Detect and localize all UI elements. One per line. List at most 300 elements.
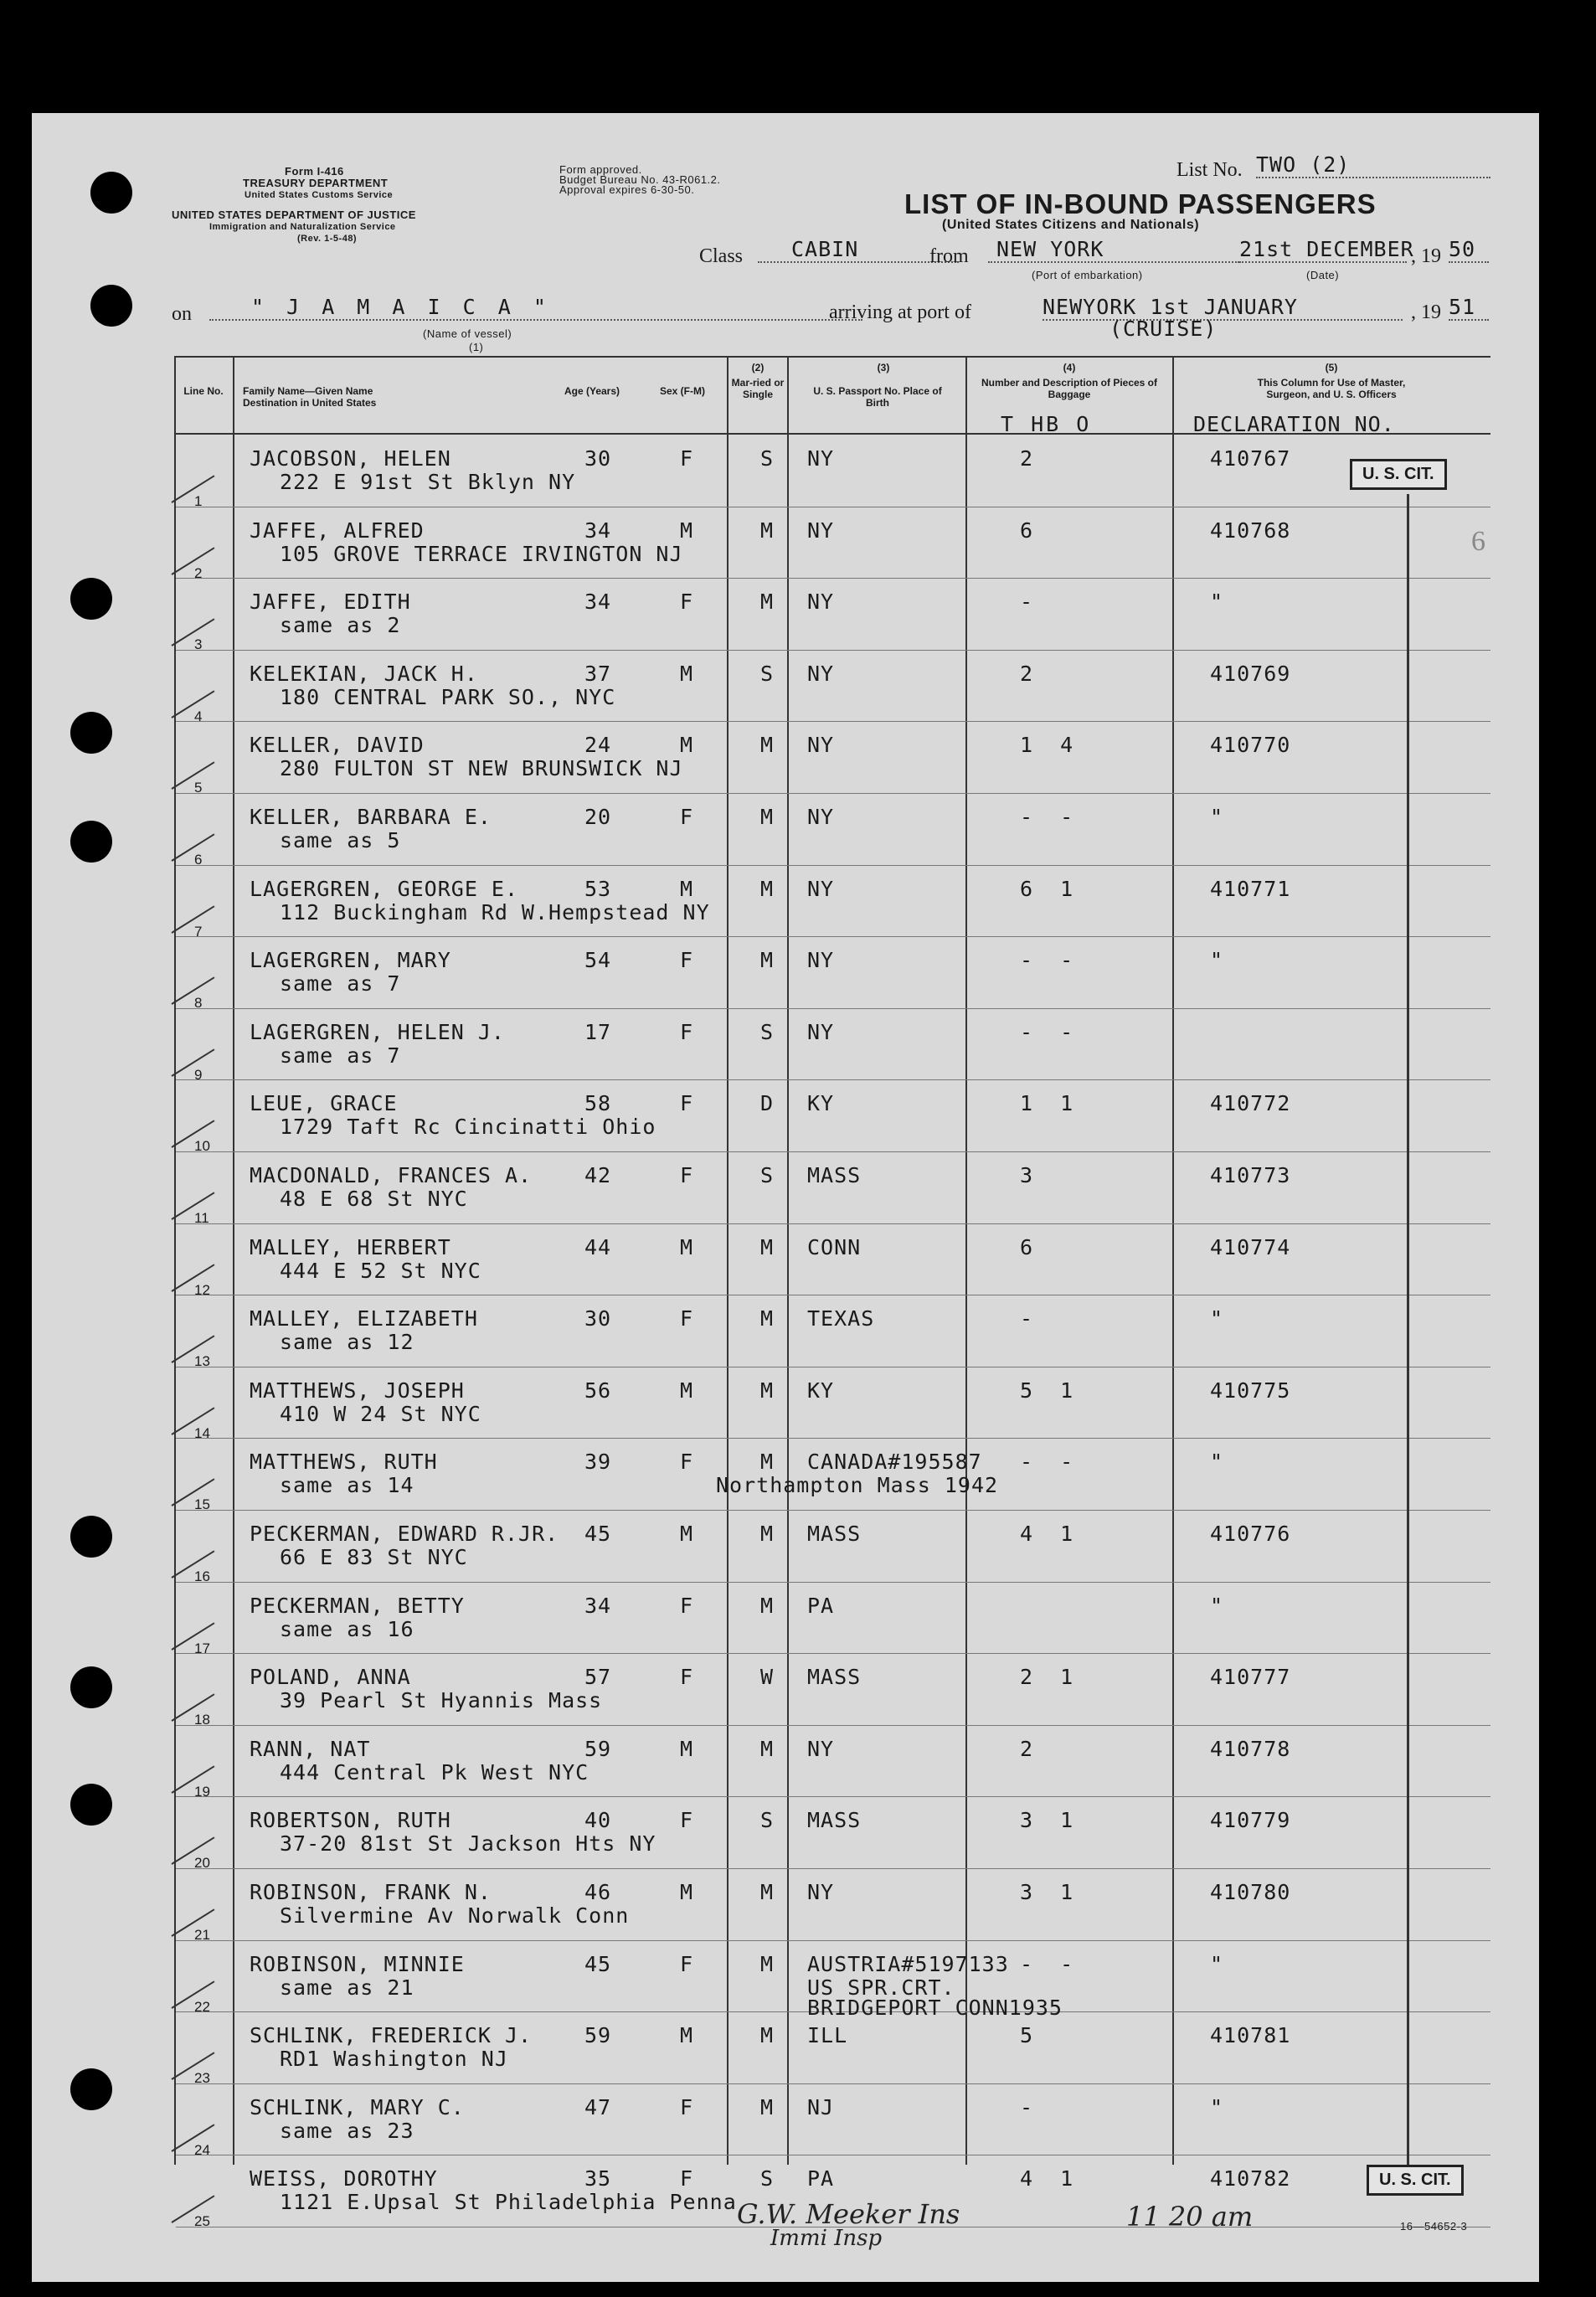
baggage-count: 6 1: [1020, 876, 1074, 901]
declaration-number: ": [1210, 2094, 1224, 2119]
declaration-number: 410777: [1210, 1665, 1291, 1690]
passenger-age: 30: [584, 446, 612, 471]
passenger-destination: 180 CENTRAL PARK SO., NYC: [280, 684, 616, 709]
row-divider: [176, 1868, 1490, 1869]
line-number: 3: [194, 636, 203, 653]
passenger-sex: M: [680, 733, 694, 758]
form-rev: (Rev. 1-5-48): [297, 234, 358, 244]
line-number: 5: [194, 780, 203, 796]
baggage-count: 5 1: [1020, 1378, 1074, 1403]
passenger-age: 34: [584, 590, 612, 615]
passenger-age: 56: [584, 1378, 612, 1403]
row-divider: [176, 1940, 1490, 1941]
declaration-number: 410781: [1210, 2023, 1291, 2048]
passenger-name: PECKERMAN, BETTY: [250, 1593, 465, 1618]
declaration-number: 410774: [1210, 1234, 1291, 1259]
col-num-2: (2): [751, 362, 765, 373]
row-divider: [176, 1223, 1490, 1224]
line-number: 2: [194, 564, 203, 581]
col-name: Family Name—Given Name: [243, 385, 373, 397]
baggage-count: - -: [1020, 948, 1074, 973]
col-divider: [787, 356, 789, 2165]
approval-2: Budget Bureau No. 43-R061.2.: [559, 173, 721, 186]
declaration-number: ": [1210, 948, 1224, 973]
passenger-sex: M: [680, 1234, 694, 1259]
passenger-destination: same as 2: [280, 613, 401, 638]
passenger-destination: 112 Buckingham Rd W.Hempstead NY: [280, 899, 710, 924]
passenger-destination: 37-20 81st St Jackson Hts NY: [280, 1831, 656, 1857]
baggage-count: -: [1020, 2094, 1034, 2119]
marital-status: M: [760, 1593, 775, 1618]
row-divider: [176, 1079, 1490, 1080]
col-divider: [1172, 356, 1174, 2165]
passenger-sex: F: [680, 1450, 694, 1475]
col-num-5: (5): [1325, 362, 1338, 373]
passenger-name: PECKERMAN, EDWARD R.JR.: [250, 1522, 559, 1546]
baggage-count: 3 1: [1020, 1880, 1074, 1904]
vessel-name: " J A M A I C A ": [209, 295, 862, 321]
marital-status: M: [760, 1736, 775, 1761]
col-declaration: DECLARATION NO.: [1193, 412, 1395, 436]
passenger-name: SCHLINK, FREDERICK J.: [250, 2023, 533, 2048]
passenger-name: MATTHEWS, JOSEPH: [250, 1378, 465, 1403]
marital-status: S: [760, 1808, 775, 1833]
baggage-count: 2 1: [1020, 1665, 1074, 1690]
declaration-number: 410769: [1210, 661, 1291, 686]
passenger-name: MACDONALD, FRANCES A.: [250, 1163, 533, 1187]
passenger-age: 57: [584, 1665, 612, 1690]
marital-status: S: [760, 446, 775, 471]
marital-status: M: [760, 518, 775, 543]
line-number: 6: [194, 852, 203, 868]
line-number: 4: [194, 708, 203, 724]
dept-treasury: TREASURY DEPARTMENT: [243, 177, 389, 189]
line-number: 15: [194, 1496, 210, 1513]
passenger-name: RANN, NAT: [250, 1736, 371, 1761]
baggage-count: -: [1020, 1306, 1034, 1331]
baggage-count: -: [1020, 590, 1034, 615]
line-number: 9: [194, 1066, 203, 1083]
baggage-count: 4 1: [1020, 2166, 1074, 2191]
marital-status: M: [760, 948, 775, 973]
line-number: 10: [194, 1138, 210, 1155]
line-number: 23: [194, 2070, 210, 2087]
baggage-count: 1 4: [1020, 733, 1074, 758]
baggage-count: 4 1: [1020, 1522, 1074, 1546]
col-passport: U. S. Passport No. Place of Birth: [813, 385, 942, 409]
row-divider: [176, 1653, 1490, 1654]
passenger-name: LEUE, GRACE: [250, 1091, 398, 1116]
place-of-birth: NY: [807, 805, 835, 829]
place-of-birth: NY: [807, 1736, 835, 1761]
col-divider: [233, 356, 234, 2165]
passenger-age: 24: [584, 733, 612, 758]
vessel-col-num: (1): [469, 341, 484, 353]
passenger-sex: F: [680, 1951, 694, 1976]
passenger-destination: Silvermine Av Norwalk Conn: [280, 1903, 630, 1928]
row-divider: [176, 865, 1490, 866]
declaration-number: 410767: [1210, 446, 1291, 471]
passenger-name: KELEKIAN, JACK H.: [250, 661, 478, 686]
passenger-name: ROBINSON, MINNIE: [250, 1951, 465, 1976]
passenger-sex: F: [680, 446, 694, 471]
footer-code: 16—54652-3: [1400, 2220, 1468, 2233]
passenger-name: JAFFE, ALFRED: [250, 518, 425, 543]
line-number: 20: [194, 1855, 210, 1872]
passenger-destination: 1121 E.Upsal St Philadelphia Penna: [280, 2190, 737, 2215]
form-id: Form I-416: [285, 165, 344, 178]
passenger-destination: 444 E 52 St NYC: [280, 1258, 481, 1283]
page-subtitle: (United States Citizens and Nationals): [942, 218, 1200, 232]
passenger-name: SCHLINK, MARY C.: [250, 2094, 465, 2119]
passenger-name: POLAND, ANNA: [250, 1665, 411, 1690]
page-title: LIST OF IN-BOUND PASSENGERS: [904, 188, 1377, 219]
passenger-sex: M: [680, 1880, 694, 1904]
passenger-name: LAGERGREN, GEORGE E.: [250, 876, 519, 901]
passenger-age: 39: [584, 1450, 612, 1475]
line-number: 17: [194, 1640, 210, 1656]
place-of-birth: NY: [807, 518, 835, 543]
passenger-age: 44: [584, 1234, 612, 1259]
passenger-age: 45: [584, 1951, 612, 1976]
passenger-sex: F: [680, 1665, 694, 1690]
col-num-3: (3): [877, 362, 890, 373]
marital-status: S: [760, 2166, 775, 2191]
line-number: 24: [194, 2141, 210, 2158]
punch-hole: [70, 578, 112, 620]
place-of-birth: NY: [807, 446, 835, 471]
row-divider: [176, 2083, 1490, 2084]
passenger-destination: 410 W 24 St NYC: [280, 1401, 481, 1426]
passenger-name: JAFFE, EDITH: [250, 590, 411, 615]
row-divider: [176, 1438, 1490, 1439]
place-of-birth: NY: [807, 590, 835, 615]
us-cit-stamp: U. S. CIT.: [1350, 459, 1447, 490]
place-of-birth: MASS: [807, 1665, 862, 1690]
col-divider: [727, 356, 728, 2165]
punch-hole: [70, 821, 112, 863]
class-value: CABIN: [758, 237, 959, 263]
row-divider: [176, 1151, 1490, 1152]
passenger-sex: M: [680, 661, 694, 686]
declaration-number: ": [1210, 1593, 1224, 1618]
place-of-birth-line2: US SPR.CRT.: [807, 1975, 955, 2000]
line-number: 14: [194, 1424, 210, 1441]
marital-status: M: [760, 1880, 775, 1904]
baggage-count: 2: [1020, 661, 1034, 686]
passenger-destination: same as 7: [280, 971, 401, 997]
place-of-birth: CONN: [807, 1234, 862, 1259]
passenger-age: 47: [584, 2094, 612, 2119]
marital-status: M: [760, 2094, 775, 2119]
from-port: NEW YORK: [988, 237, 1239, 263]
marital-status: M: [760, 2023, 775, 2048]
place-of-birth: MASS: [807, 1808, 862, 1833]
declaration-number: 410780: [1210, 1880, 1291, 1904]
place-of-birth-line3: BRIDGEPORT CONN1935: [807, 1995, 1063, 2020]
place-of-birth: KY: [807, 1378, 835, 1403]
dept-justice: UNITED STATES DEPARTMENT OF JUSTICE: [172, 209, 416, 221]
passenger-destination: same as 23: [280, 2118, 414, 2143]
passenger-age: 30: [584, 1306, 612, 1331]
passenger-name: WEISS, DOROTHY: [250, 2166, 438, 2191]
marital-status: W: [760, 1665, 775, 1690]
passenger-age: 37: [584, 661, 612, 686]
marginal-number: 6: [1471, 526, 1485, 557]
passenger-destination: same as 14: [280, 1473, 414, 1498]
punch-hole: [70, 2068, 112, 2110]
on-label: on: [172, 303, 192, 325]
declaration-number: 410771: [1210, 876, 1291, 901]
place-of-birth: MASS: [807, 1163, 862, 1187]
passenger-destination: 105 GROVE TERRACE IRVINGTON NJ: [280, 541, 683, 566]
passenger-sex: F: [680, 1306, 694, 1331]
passenger-sex: M: [680, 1378, 694, 1403]
passenger-destination: 280 FULTON ST NEW BRUNSWICK NJ: [280, 756, 683, 781]
passenger-destination: 39 Pearl St Hyannis Mass: [280, 1688, 603, 1713]
passenger-sex: F: [680, 2094, 694, 2119]
place-of-birth: NY: [807, 733, 835, 758]
marital-status: M: [760, 1450, 775, 1475]
row-divider: [176, 1008, 1490, 1009]
marital-status: D: [760, 1091, 775, 1116]
arriving-note: (CRUISE): [1109, 317, 1218, 341]
passenger-sex: F: [680, 1808, 694, 1833]
line-number: 18: [194, 1712, 210, 1728]
declaration-number: 410778: [1210, 1736, 1291, 1761]
passenger-destination: 66 E 83 St NYC: [280, 1545, 468, 1569]
col-baggage: Number and Description of Pieces of Baggage: [981, 377, 1158, 400]
passenger-destination: same as 12: [280, 1330, 414, 1355]
passenger-age: 34: [584, 518, 612, 543]
punch-hole: [90, 285, 132, 327]
arriving-value: NEWYORK 1st JANUARY: [1043, 295, 1403, 321]
passenger-destination: same as 5: [280, 828, 401, 852]
passenger-destination: same as 16: [280, 1616, 414, 1641]
passenger-name: LAGERGREN, MARY: [250, 948, 451, 973]
col-divider: [174, 356, 176, 2165]
row-divider: [176, 1582, 1490, 1583]
punch-hole: [70, 712, 112, 754]
col-officers: This Column for Use of Master, Surgeon, and U. S. Officers: [1257, 377, 1406, 400]
arriving-year-prefix: , 19: [1411, 301, 1441, 323]
line-number: 22: [194, 1998, 210, 2015]
passenger-age: 17: [584, 1019, 612, 1044]
passenger-sex: F: [680, 805, 694, 829]
marital-status: M: [760, 590, 775, 615]
passenger-age: 53: [584, 876, 612, 901]
passenger-sex: M: [680, 1736, 694, 1761]
passenger-age: 35: [584, 2166, 612, 2191]
approval-3: Approval expires 6-30-50.: [559, 183, 695, 196]
declaration-number: 410779: [1210, 1808, 1291, 1833]
row-divider: [176, 1725, 1490, 1726]
passenger-sex: F: [680, 1019, 694, 1044]
declaration-number: 410772: [1210, 1091, 1291, 1116]
baggage-count: - -: [1020, 1450, 1074, 1475]
declaration-number: 410775: [1210, 1378, 1291, 1403]
baggage-count: 5: [1020, 2023, 1034, 2048]
vessel-caption: (Name of vessel): [423, 327, 512, 340]
baggage-count: 1 1: [1020, 1091, 1074, 1116]
col-married: Mar-ried or Single: [731, 377, 785, 400]
passenger-destination: RD1 Washington NJ: [280, 2047, 508, 2072]
place-of-birth: NY: [807, 876, 835, 901]
line-number: 25: [194, 2213, 210, 2230]
declaration-number: ": [1210, 805, 1224, 829]
marital-status: M: [760, 1234, 775, 1259]
passenger-name: JACOBSON, HELEN: [250, 446, 451, 471]
declaration-number: 410773: [1210, 1163, 1291, 1187]
declaration-number: 410782: [1210, 2166, 1291, 2191]
passenger-name: MALLEY, ELIZABETH: [250, 1306, 478, 1331]
from-year-prefix: , 19: [1411, 245, 1441, 267]
declaration-number: 410776: [1210, 1522, 1291, 1546]
baggage-count: 6: [1020, 1234, 1034, 1259]
punch-hole: [70, 1784, 112, 1826]
passenger-sex: M: [680, 518, 694, 543]
passenger-age: 20: [584, 805, 612, 829]
row-divider: [176, 721, 1490, 722]
baggage-count: - -: [1020, 1951, 1074, 1976]
passenger-sex: F: [680, 590, 694, 615]
passenger-age: 34: [584, 1593, 612, 1618]
baggage-count: 3 1: [1020, 1808, 1074, 1833]
signature-time: 11 20 am: [1126, 2201, 1254, 2233]
col-line-no: Line No.: [183, 385, 224, 397]
passenger-age: 42: [584, 1163, 612, 1187]
passenger-sex: M: [680, 1522, 694, 1546]
marital-status: S: [760, 1019, 775, 1044]
passenger-destination: 48 E 68 St NYC: [280, 1187, 468, 1211]
place-of-birth: KY: [807, 1091, 835, 1116]
place-of-birth: TEXAS: [807, 1306, 875, 1331]
place-of-birth: NY: [807, 1019, 835, 1044]
place-of-birth: CANADA#195587: [807, 1450, 982, 1475]
inspector-signature: G.W. Meeker Ins: [737, 2198, 960, 2230]
marital-status: M: [760, 1306, 775, 1331]
row-divider: [176, 650, 1490, 651]
marital-status: M: [760, 1951, 775, 1976]
marital-status: M: [760, 1378, 775, 1403]
list-no-value: TWO (2): [1256, 152, 1490, 178]
passenger-age: 59: [584, 1736, 612, 1761]
passenger-age: 46: [584, 1880, 612, 1904]
declaration-number: 410770: [1210, 733, 1291, 758]
place-of-birth: MASS: [807, 1522, 862, 1546]
place-of-birth: NY: [807, 661, 835, 686]
line-number: 13: [194, 1353, 210, 1370]
marital-status: M: [760, 876, 775, 901]
marital-status: S: [760, 661, 775, 686]
marital-status: S: [760, 1163, 775, 1187]
declaration-number: 410768: [1210, 518, 1291, 543]
approval-1: Form approved.: [559, 163, 642, 176]
passenger-age: 59: [584, 2023, 612, 2048]
line-number: 11: [194, 1210, 209, 1226]
inspector-title: Immi Insp: [770, 2226, 883, 2251]
passenger-name: KELLER, DAVID: [250, 733, 425, 758]
table-top-border: [174, 356, 1490, 358]
passenger-sex: F: [680, 2166, 694, 2191]
passenger-name: ROBERTSON, RUTH: [250, 1808, 451, 1833]
passenger-sex: F: [680, 948, 694, 973]
passenger-sex: F: [680, 1091, 694, 1116]
from-date: 21st DECEMBER: [1239, 237, 1414, 261]
arriving-label: arriving at port of: [829, 301, 971, 323]
declaration-number: ": [1210, 1306, 1224, 1331]
passenger-destination: same as 21: [280, 1975, 414, 2000]
row-divider: [176, 1510, 1490, 1511]
passenger-sex: M: [680, 876, 694, 901]
marital-status: M: [760, 805, 775, 829]
passenger-name: ROBINSON, FRANK N.: [250, 1880, 492, 1904]
line-number: 16: [194, 1568, 210, 1584]
col-num-4: (4): [1063, 362, 1076, 373]
line-number: 12: [194, 1281, 210, 1298]
place-of-birth: PA: [807, 1593, 835, 1618]
port-embark-caption: (Port of embarkation): [1032, 269, 1143, 281]
us-cit-stamp: U. S. CIT.: [1367, 2165, 1464, 2196]
baggage-count: 2: [1020, 1736, 1034, 1761]
passenger-name: MALLEY, HERBERT: [250, 1234, 451, 1259]
passenger-sex: M: [680, 2023, 694, 2048]
bracket-line: [1407, 494, 1409, 2165]
declaration-number: ": [1210, 1450, 1224, 1475]
list-no-label: List No.: [1176, 159, 1243, 181]
col-sex: Sex (F-M): [660, 385, 705, 397]
passenger-name: LAGERGREN, HELEN J.: [250, 1019, 505, 1044]
baggage-count: 3: [1020, 1163, 1034, 1187]
marital-status: M: [760, 733, 775, 758]
baggage-count: 6: [1020, 518, 1034, 543]
class-label: Class: [699, 245, 744, 267]
row-divider: [176, 936, 1490, 937]
line-number: 7: [194, 923, 203, 940]
from-year: 50: [1449, 237, 1489, 263]
from-label: from: [929, 245, 969, 267]
dept-customs: United States Customs Service: [245, 190, 394, 200]
row-divider: [176, 1796, 1490, 1797]
passenger-age: 40: [584, 1808, 612, 1833]
baggage-count: - -: [1020, 805, 1074, 829]
passenger-destination: same as 7: [280, 1043, 401, 1068]
baggage-count: 2: [1020, 446, 1034, 471]
line-number: 1: [194, 493, 203, 509]
passenger-name: MATTHEWS, RUTH: [250, 1450, 438, 1475]
punch-hole: [70, 1516, 112, 1558]
line-number: 21: [194, 1927, 210, 1943]
place-of-birth: NY: [807, 1880, 835, 1904]
passenger-age: 58: [584, 1091, 612, 1116]
date-caption: (Date): [1306, 269, 1340, 281]
line-number: 8: [194, 995, 203, 1012]
place-of-birth: PA: [807, 2166, 835, 2191]
declaration-number: ": [1210, 590, 1224, 615]
place-of-birth-line2: Northampton Mass 1942: [716, 1473, 999, 1498]
line-number: 19: [194, 1783, 210, 1800]
passenger-sex: F: [680, 1163, 694, 1187]
row-divider: [176, 793, 1490, 794]
declaration-number: ": [1210, 1951, 1224, 1976]
place-of-birth: ILL: [807, 2023, 848, 2048]
passenger-name: KELLER, BARBARA E.: [250, 805, 492, 829]
col-baggage-sub: T HB O: [1001, 412, 1092, 436]
passenger-destination: 1729 Taft Rc Cincinatti Ohio: [280, 1115, 656, 1140]
marital-status: M: [760, 1522, 775, 1546]
passenger-destination: 222 E 91st St Bklyn NY: [280, 470, 576, 494]
punch-hole: [70, 1666, 112, 1708]
